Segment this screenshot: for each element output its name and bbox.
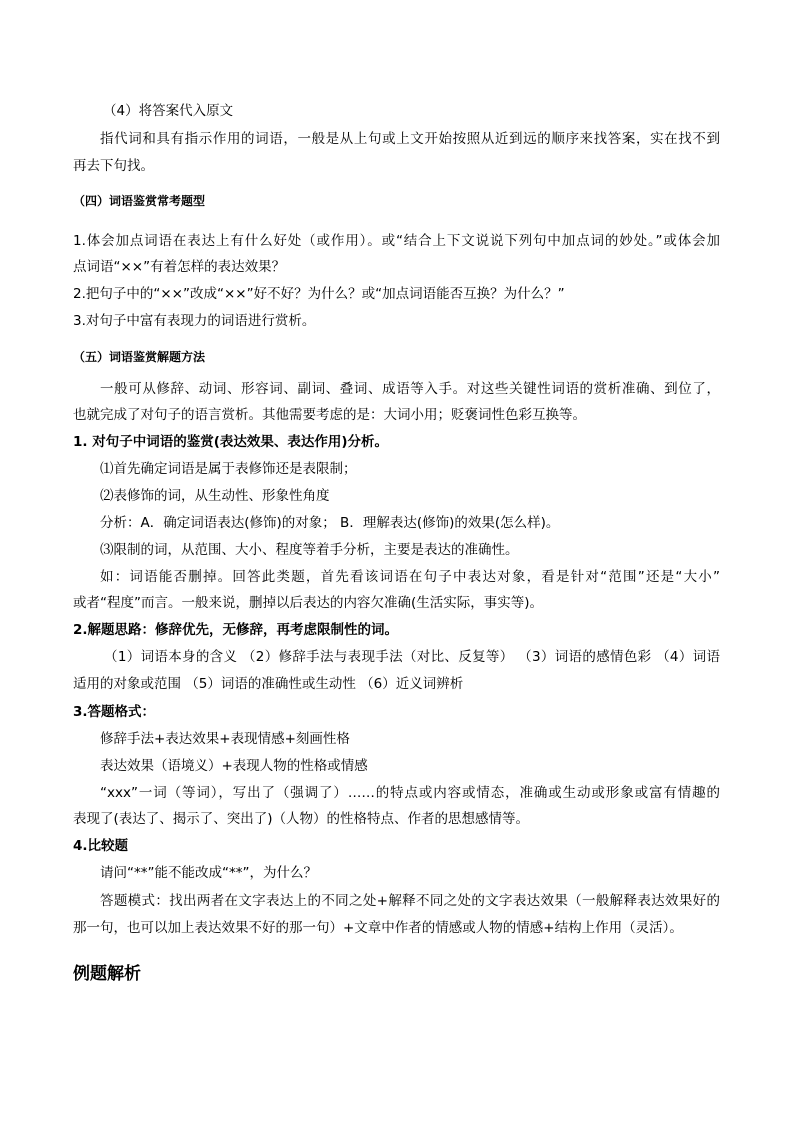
question-type-1: 1.体会加点词语在表达上有什么好处（或作用）。或“结合上下文说说下列句中加点词的妙处。”或体会加 bbox=[73, 233, 720, 249]
format-line-1: 修辞手法+表达效果+表现情感+刻画性格 bbox=[100, 731, 350, 747]
point-1-example: 如：词语能否删掉。回答此类题，首先看该词语在句子中表达对象，看是针对“范围”还是“大小” bbox=[100, 569, 720, 585]
method-intro-cont: 也就完成了对句子的语言赏析。其他需要考虑的是：大词小用；贬褒词性色彩互换等。 bbox=[73, 407, 586, 423]
example-analysis-heading: 例题解析 bbox=[73, 964, 141, 984]
section-four-heading: （四）词语鉴赏常考题型 bbox=[73, 194, 206, 208]
step-4-heading: （4）将答案代入原文 bbox=[103, 103, 234, 119]
question-type-3: 3.对句子中富有表现力的词语进行赏析。 bbox=[73, 313, 316, 329]
point-1-example-cont: 或者“程度”而言。一般来说，删掉以后表达的内容欠准确(生活实际，事实等)。 bbox=[73, 595, 544, 611]
answer-mode: 答题模式：找出两者在文字表达上的不同之处+解释不同之处的文字表达效果（一般解释表达效果好的 bbox=[100, 893, 720, 909]
point-3-heading: 3.答题格式： bbox=[73, 704, 156, 720]
answer-mode-cont: 那一句，也可以加上表达效果不好的那一句）+文章中作者的情感或人物的情感+结构上作用（灵活）。 bbox=[73, 920, 683, 936]
compare-question: 请问“**”能不能改成“**”，为什么？ bbox=[100, 865, 317, 881]
section-five-heading: （五）词语鉴赏解题方法 bbox=[73, 350, 206, 364]
point-1-heading: 1. 对句子中词语的鉴赏(表达效果、表达作用)分析。 bbox=[73, 434, 389, 450]
point-4-heading: 4.比较题 bbox=[73, 838, 129, 854]
question-type-2: 2.把句子中的“××”改成“××”好不好？为什么？或“加点词语能否互换？为什么？” bbox=[73, 286, 565, 302]
point-2-heading: 2.解题思路：修辞优先，无修辞，再考虑限制性的词。 bbox=[73, 622, 399, 638]
format-line-2: 表达效果（语境义）+表现人物的性格或情感 bbox=[100, 758, 368, 774]
question-type-1-cont: 点词语“××”有着怎样的表达效果？ bbox=[73, 259, 286, 275]
paragraph-pronoun: 指代词和具有指示作用的词语，一般是从上句或上文开始按照从近到远的顺序来找答案，实在找不到 bbox=[100, 131, 720, 147]
format-line-3-cont: 表现了(表达了、揭示了、突出了)（人物）的性格特点、作者的思想感情等。 bbox=[73, 811, 530, 827]
format-line-3: “xxx”一词（等词），写出了（强调了）……的特点或内容或情态，准确或生动或形象或富有情趣的 bbox=[100, 785, 720, 801]
point-1-analysis: 分析：A．确定词语表达(修饰)的对象； B．理解表达(修饰)的效果(怎么样)。 bbox=[100, 515, 560, 531]
point-1-item-1: ⑴首先确定词语是属于表修饰还是表限制； bbox=[100, 461, 357, 477]
point-2-list: （1）词语本身的含义 （2）修辞手法与表现手法（对比、反复等） （3）词语的感情色彩 （4）词语 bbox=[104, 649, 720, 665]
point-1-item-2: ⑵表修饰的词，从生动性、形象性角度 bbox=[100, 488, 330, 504]
point-1-item-3: ⑶限制的词，从范围、大小、程度等着手分析，主要是表达的准确性。 bbox=[100, 542, 519, 558]
paragraph-pronoun-cont: 再去下句找。 bbox=[73, 158, 154, 174]
point-2-list-cont: 适用的对象或范围 （5）词语的准确性或生动性 （6）近义词辨析 bbox=[73, 676, 464, 692]
method-intro: 一般可从修辞、动词、形容词、副词、叠词、成语等入手。对这些关键性词语的赏析准确、到位了， bbox=[100, 381, 720, 397]
